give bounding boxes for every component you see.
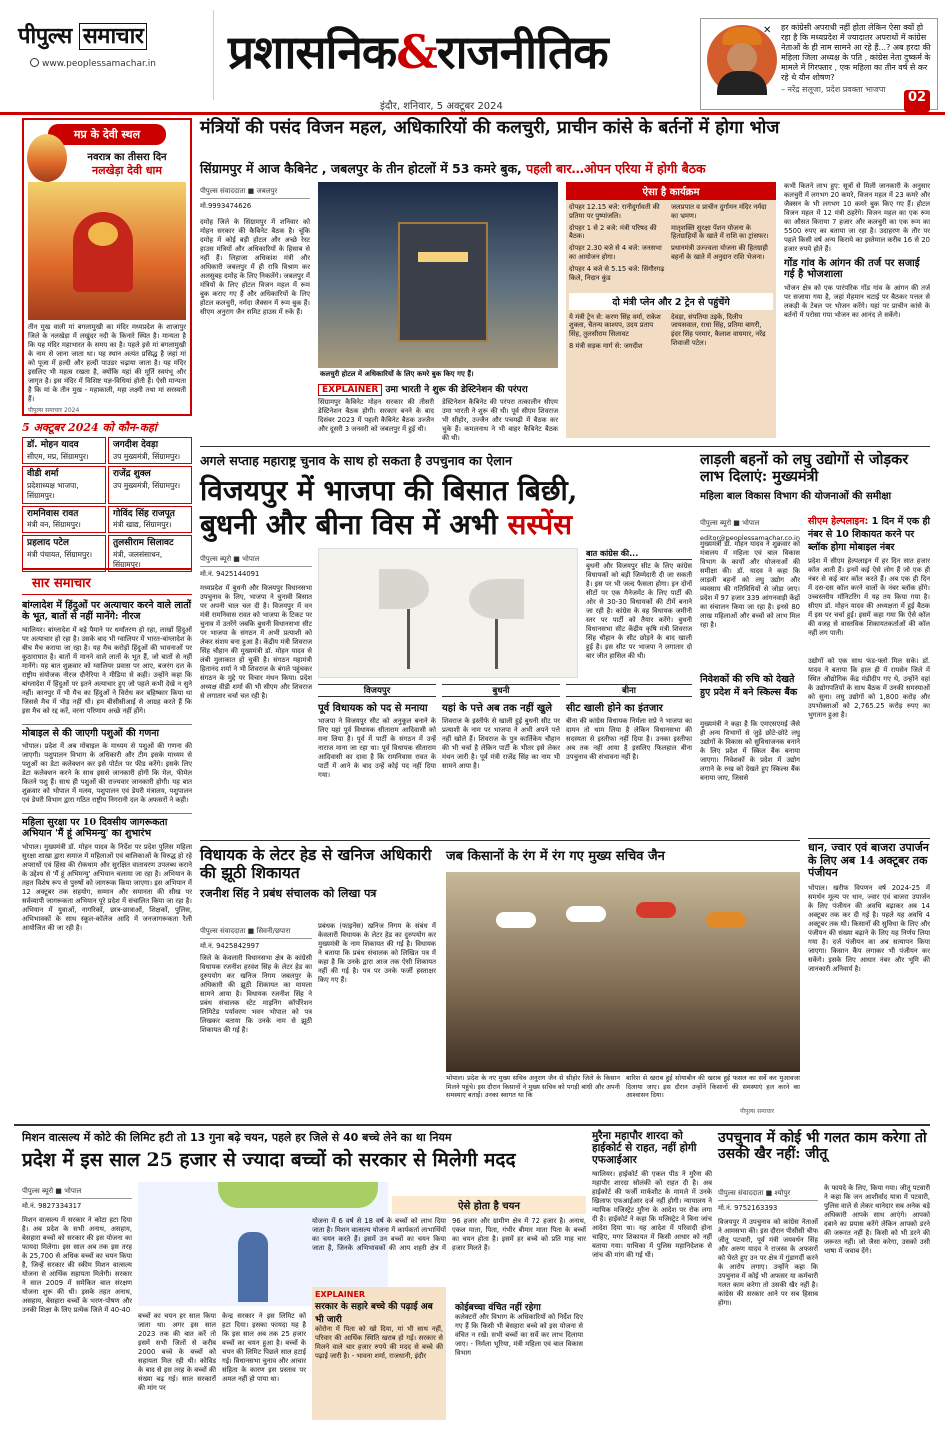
vatsalya-headline: प्रदेश में इस साल 25 हजार से ज्यादा बच्चों को सरकार से मिलेगी मदद [22,1149,516,1171]
sar-item-body: ग्वालियर। बांग्लादेश में बड़े पैमाने पर धर्मांतरण हो रहा, लाखों हिंदुओं पर अत्याचार हो रहा है। उसके बाद भी ग्वालियर में भारत-बांग्लादेश के बीच मैच कराया जा रहा है। यह मैच करोड़ों हिंदुओं की भावनाओं पर कुठाराघात है। बातों में मानने वाले लातों के भूत हैं, जो बातों से नहीं मानेंगे। यह बात शुक्रवार को ग्वालियर प्रवास पर आए, बजरंग दल के राष्ट्रीय संयोजक नीरज दौनेरिया ने मीडिया से कही। उन्होंने कहा कि बांग्लादेश में हिंदुओं पर इतने अत्याचार हुए जो पहले कभी देखे न सुने नहीं। कानपुर में भी मैच का हिंदुओं ने विरोध कर बहिष्कार किया था जिससे मैच में भीड़ नहीं थी। हम बीसीसीआई से आग्रह करते हैं कि इस मैच को रद्द करें, वरना परिणाम अच्छे नहीं होंगे। [22,625,192,715]
programme-box: ऐसा है कार्यक्रम दोपहर 12.15 बजे: रानीदुर्गावती की प्रतिमा पर पुष्पांजलि। दोपहर 1 से 2 बजे: मंत्री परिषद की बैठक। दोपहर 2.30 बजे से 4 बजे: जनसभा का आयोजन होगा। दोपहर 4 बजे से 5.15 बजे: सिंगौरगढ़ किले, निदान कुंड जलप्रपात व प्राचीन दुर्गामन मंदिर नर्मदा का भ्रमण। मातृशक्ति सुरक्षा पेंशन योजना के हितग्राहियों के खाते में राशि का ट्रांसफर। प्रधानमंत्री उज्ज्वला योजना की हितग्राही बहनों के खाते में अनुदान राशि भेजना। दो मंत्री प्लेन और 2 ट्रेन से पहुंचेंगे ये मंत्री ट्रेन से: करण सिंह वर्मा, राकेश शुक्ला, चैतन्य काश्यप, उदय प्रताप सिंह, तुलसीराम सिलावट 8 मंत्री सड़क मार्ग से: जगदीश देवड़ा, संपतिया उइके, दिलीप जायसवाल, राधा सिंह, प्रतिमा बागरी, इंदर सिंह परमार, कैलाश वाघमार, नरेंद्र शिवाजी पटेल। [566,182,776,438]
devi-text: तीन मुख वाली मां बगलामुखी का मंदिर मध्यप्रदेश के शाजापुर जिले के नलखेड़ा में लखुंदर नदी के किनारे स्थित है। मान्यता है कि यह मंदिर महाभारत के समय का है। पहले इसे मां बगलामुखी के नाम से जाना जाता था। यह स्थान अत्यंत प्रसिद्ध है जहां मां को पूजा में हल्दी और हल्दी पाउडर चढ़ाया जाता है। यह मंदिर इसलिए भी महत्व रखता है, क्योंकि यहां की मूर्ति स्वयंभू और जागृत है। इस मंदिर में विशिष्ट यज्ञ-विधियां होती हैं। ऐसी मान्यता है कि मां के तीन मुख - महाकाली, महा लक्ष्मी तथा मां सरस्वती हैं। [28,323,186,403]
khanij-body1: जिले के केवलारी विधानसभा क्षेत्र के कांग्रेसी विधायक रजनीश हरवंश सिंह के लेटर हेड का दुरुपयोग कर खनिज निगम जबलपुर के अधिकारी की झूठी शिकायत का मामला सामने आया है। विधायक रजनीश सिंह ने प्रबंध संचालक स्टेट माइनिंग कॉर्पोरेशन लिमिटेड पर्यावरण भवन भोपाल को पत्र लिखकर बताया कि उनके नाम से झूठी शिकायत की गई है। [200,954,312,1034]
sar-item-head: मोबाइल से की जाएगी पशुओं की गणना [22,724,192,740]
sar-item-body: भोपाल। मुख्यमंत्री डॉ. मोहन यादव के निर्देश पर प्रदेश पुलिस महिला सुरक्षा शाखा द्वारा समाज में महिलाओं एवं बालिकाओं के विरुद्ध हो रहे अपराधों एवं हिंसा की रोकथाम और सुरक्षित वातावरण उपलब्ध कराने के उद्देश्य से 'मैं हूं अभिमन्यु' अभियान चलाया जा रहा है। अभियान के तहत विशेष रूप से पुरुषों को जागरूक किया जाएगा। इस अभियान में 12 अक्टूबर तक सहयोग, सम्मान और समानता की सीख पर सर्वव्यापी जागरूकता अभियान पूरे प्रदेश में संचालित किया जा रहा है। अभियान में युवाओं, नागरिकों, छात्र-छात्राओं, शिक्षकों, पुलिस, अभिभावकों के साथ स्कूल-कॉलेज आदि में जनजागरूकता रैली आयोजित की जा रही है। [22,843,192,932]
sar-samachar [22,568,192,1118]
birthday-title: 5 अक्टूबर 2024 को कौन-कहां [22,421,157,434]
devi-caption: पीपुल्स समाचार 2024 [28,406,80,414]
hotel-photo [318,182,558,368]
top-body: दमोह जिले के सिंग्रामपुर में शनिवार को मोहन सरकार की कैबिनेट बैठक है। चूंकि दमोह में कोई बड़ी होटल और अच्छे रेस्ट हाउस मंत्रियों और अधिकारियों के हिसाब से नहीं हैं। लिहाजा अधिकांश मंत्री और अधिकारी जबलपुर में ही रात्रि विश्राम कर अलसुबह दमोह के लिए निकलेंगे। जबलपुर में मंत्रियों के लिए होटल विजन महल में रूम बुक कराए गए हैं और अधिकारियों के लिए होटल कलचुरी, नर्मदा जैक्सन में रूम बुक हैं। सीएम अनुराग जैन समिट हाउस में रुके हैं। [200,218,310,316]
vatsalya-kicker: मिशन वात्सल्य में कोटे की लिमिट हटी तो 13 गुना बढ़े चयन, पहले हर जिले से 40 बच्चे लेने का था नियम [22,1131,452,1144]
jain-headline: जब किसानों के रंग में रंग गए मुख्य सचिव जैन [446,849,665,864]
x-icon: ✕ [763,25,772,36]
vatsalya-side: ऐसे होता है चयन योजना में 6 वर्ष से 18 वर्ष के बच्चों को लाभ दिया जाता है। मिशन वात्सल्य योजना में कार्यकर्ता लाभार्थियों का चयन करते हैं। इसमें उन बच्चों का चयन किया जाता है, जिनके अभिभावकों की आय शहरी क्षेत्र में 96 हजार और ग्रामीण क्षेत्र में 72 हजार है। अनाथ, एकल माता, पिता, गंभीर बीमार माता पिता के बच्चों का चयन होता है। इसमें हर बच्चे को प्रति माह चार हजार मिलते हैं। EXPLAINER सरकार के सहारे बच्चे की पढ़ाई अब भी जारी कोरोना में पिता को खो दिया, मां भी साथ नहीं, परिवार की आर्थिक स्थिति खराब हो गई। सरकार से मिलने वाले चार हजार रुपये की मदद से बच्चे की पढ़ाई जारी है। - भावना शर्मा, राजधानी, इंदौर कोईबच्चा वंचित नहीं रहेगा कलेक्टरों और विभाग के अधिकारियों को निर्देश दिए गए हैं कि किसी भी बेसहारा बच्चे को इस योजना से वंचित न रखें। सभी बच्चों का सर्वे कर लाभ दिलाया जाए। - निर्मला भूरिया, मंत्री महिला एवं बाल विकास विभाग [312,1196,586,1440]
sar-item-head: महिला सुरक्षा पर 10 दिवसीय जागरूकता अभियान 'मैं हूं अभिमन्यु' का शुभारंभ [22,813,192,840]
divider [200,446,930,447]
devi-box [22,118,192,416]
jeetu-byline: पीपुल्स संवाददाता ■ श्योपुर मो.नं. 9752163393 [718,1184,818,1213]
devi-illustration [27,134,67,182]
vatsalya-body2: बच्चों का चयन हर साल किया जाता था। अगर इस साल 2023 तक की बात करें तो इसमें सभी जिलों से करीब 2000 बच्चे के बच्चों को सहायता मिल रही थी। कोविड के बाद से इस तरह के बच्चों की संख्या बढ़ गई। साल सरकारों की मांग पर [138,1312,216,1392]
sar-item-head: बांग्लादेश में हिंदुओं पर अत्याचार करने वाले लातों के भूत, बातों से नहीं मानेंगे: नीरज [22,600,192,622]
explainer-box: EXPLAINER उमा भारती ने शुरू की डेस्टिनेशन की परंपरा सिंग्रामपुर कैबिनेट मोहन सरकार की तीसरी डेस्टिनेशन बैठक होगी। सरकार बनने के बाद दिसंबर 2023 में पहली कैबिनेट बैठक उज्जैन और दूसरी 3 जनवरी को जबलपुर में हुई थी। डेस्टिनेशन कैबिनेट की परंपरा तत्कालीन सीएम उमा भारती ने शुरू की थी। पूर्व सीएम शिवराज भी सीहोर, उज्जैन और पचमढ़ी में बैठक कर चुके हैं। कमलनाथ ने भी बाहर कैबिनेट बैठक की थी। [318,385,558,442]
tweet-text: हर कांग्रेसी अपराधी नहीं होता लेकिन ऐसा क्यों हो रहा है कि मध्यप्रदेश में ज्यादातर अपराधों में कांग्रेस नेताओं के ही नाम सामने आ रहे हैं...? अब हरदा की महिला जिला अध्यक्ष के पति , कांग्रेस नेता दुष्कर्म के मामले में गिरफ्तार , एक महिला का तीन वर्ष से कर रहे थे यौन शोषण? [781,23,931,82]
dateline: इंदौर, शनिवार, 5 अक्टूबर 2024 [380,101,503,112]
mid-byline: पीपुल्स ब्यूरो ■ भोपाल मो.नं. 9425144091 [200,550,312,579]
dhan-story: धान, ज्वार एवं बाजरा उपार्जन के लिए अब 14 अक्टूबर तक पंजीयन भोपाल। खरीफ विपणन वर्ष 2024-25 में समर्थन मूल्य पर धान, ज्वार एवं बाजरा उपार्जन के लिए पंजीयन की अवधि बढ़ाकर अब 14 अक्टूबर तक कर दी गई है। पहले यह अवधि 4 अक्टूबर तक थी। किसानों की सुविधा के लिए और पंजीयन की संख्या बढ़ाने के लिए यह निर्णय लिया गया है। दर्ज पंजीयन का अब सत्यापन किया जाएगा। किसान कैंप लगाकर भी पंजीयन कर सकेंगे। इसके लिए आधार नंबर और भूमि की जानकारी अनिवार्य है। [808,838,930,1094]
section-title: प्रशासनिक&राजनीतिक [228,25,608,79]
mid-kicker: अगले सप्ताह महाराष्ट्र चुनाव के साथ हो सकता है उपचुनाव का ऐलान [200,453,512,468]
person-card: तुलसीराम सिलावट मंत्री, जलसंसाधन, सिंग्रामपुर। [108,535,192,572]
site-url[interactable]: www.peoplessamachar.in [30,58,156,71]
ladli-sub2: निवेशकों की रुचि को देखते हुए प्रदेश में बने स्किल्स बैंक [700,674,798,698]
tab-budhni[interactable]: बुधनी [442,684,560,697]
person-card: डॉ. मोहन यादव सीएम, मप्र, सिंग्रामपुर। [22,437,106,464]
sar-title: सार समाचार [22,568,192,595]
khanij-byline: पीपुल्स संवाददाता ■ सिवनी/छपारा मो.नं. 9425842997 [200,922,312,951]
khanij-body2: प्रबंधक (फाइनेंस) खनिज निगम के संबंध में केवलारी विधायक के लेटर हेड का दुरुपयोग कर मुख्यमंत्री के नाम शिकायत की गई है। विधायक ने बताया कि प्रबंध संचालक को लिखित पत्र में कहा है कि उनके द्वारा आज तक ऐसी शिकायत नहीं की गई है। पत्र पर उनके फर्जी हस्ताक्षर किए गए हैं। [318,922,436,984]
divider [200,840,800,841]
ladli-story: लाड़ली बहनों को लघु उद्योगों से जोड़कर लाभ दिलाएं: मुख्यमंत्री महिला बाल विकास विभाग की योजनाओं की समीक्षा [700,451,909,503]
tweet-author: – नरेंद्र सलूजा, प्रदेश प्रवक्ता भाजपा [781,85,886,94]
ladli-body: मुख्यमंत्री डॉ. मोहन यादव ने शुक्रवार को मंत्रालय में महिला एवं बाल विकास विभाग के कार्यों और योजनाओं की समीक्षा की। डॉ. यादव ने कहा कि लाड़ली बहनों को लघु उद्योग और व्यवसाय की गतिविधियों से जोड़ा जाए। प्रदेश में 97 हजार 339 आंगनवाड़ी केंद्रों का संचालन किया जा रहा है। इनसे 80 लाख महिलाओं और बच्चों को लाभ मिल रहा है। [700,540,800,629]
devi-badge: मप्र के देवी स्थल [48,124,166,145]
vatsalya-body1: मिशन वात्सल्य में सरकार ने कोटा हटा दिया है। अब प्रदेश के सभी अनाथ, असहाय, बेसहारा बच्चों को सरकार की इस योजना का फायदा मिलेगा। इस साल अब तक इस तरह के 25,700 से अधिक बच्चों का चयन किया है, जिन्हें सरकार की स्कीम मिशन वात्सल्य योजना से आर्थिक सहायता मिलेगी। सरकार ने साल 2009 में समेकित बाल संरक्षण योजना शुरू की थी। इसके तहत अनाथ, असहाय, बेसहारा बच्चों के भरण-पोषण और उनकी शिक्षा के लिए प्रत्येक जिले में 40-40 [22,1216,132,1314]
divider [14,1124,930,1126]
sar-item-body: भोपाल। प्रदेश में अब मोबाइल के माध्यम से पशुओं की गणना की जाएगी। पशुपालन विभाग के अधिकारी और टीम इसके माध्यम से पशुओं का डेटा कलेक्शन कर इसे पोर्टल पर फीड करेंगे। इसके लिए डेटा कलेक्शन करने के साथ इससे जानकारी होगी कि मेल, फीमेल कितने पशु हैं। साथ ही पशुओं की राज्यवार जानकारी होगी। यह बात शुक्रवार को भोपाल में मत्स्य, पशुपालन एवं डेयरी मंत्रालय, पशुपालन एवं डेयरी विभाग द्वारा गठित राष्ट्रीय निगरानी दल के अफसरों ने कही। [22,742,192,805]
hotel-caption: कलचुरी होटल में अधिकारियों के लिए कमरे बुक किए गए हैं। [320,370,474,378]
tab-vijaypur[interactable]: विजयपुर [318,684,436,697]
tweet-box [700,18,938,110]
jain-captions: भोपाल। प्रदेश के नए मुख्य सचिव अनुराग जैन से सीहोर जिले के किसान मिलने पहुंचे। इस दौरान किसानों ने मुख्य सचिव को पगड़ी बांधी और अपनी समस्याएं बताईं। उनका स्वागत था कि बारिश से खराब हुई सोयाबीन की खराब हुई फसल का सर्वे कर मुआवजा दिलाया जाए। इस दौरान उन्होंने किसानों की समस्याएं हल करने का आश्वासन दिया। [446,1074,800,1100]
jeetu-body2: के फायदे के लिए, किया गया। जीतू पटवारी ने कहा कि जन आशीर्वाद यात्रा में पटवारी, पुलिस वाले से लेकर थानेदार सब अनेक बड़े अधिकारी आपके साथ आएंगे। आपको दबाने का प्रयास करेंगे लेकिन आपको डरने की जरूरत नहीं है। किसी को भी डरने की जरूरत नहीं। जो जैसा करेगा, उसको उसी भाषा में जवाब देंगे। [824,1184,930,1255]
photo-credit: पीपुल्स समाचार [740,1108,775,1115]
tab-bina[interactable]: बीना [566,684,692,697]
megaphone-cartoon [318,548,578,678]
helpline-box: सीएम हेल्पलाइन: 1 दिन में एक ही नंबर से 10 शिकायत करने पर ब्लॉक होगा मोबाइल नंबर प्रदेश में सीएम हेल्पलाइन में हर दिन सात हजार कॉल आती हैं। इनमें कई ऐसे लोग हैं जो एक ही नंबर से कई बार कॉल करते हैं। अब एक ही दिन में दस-दस कॉल करने वालों के नंबर ब्लॉक होंगे। उच्चस्तरीय मॉनिटरिंग में यह तय किया गया है। सीएम डॉ. मोहन यादव की अध्यक्षता में हुई बैठक में इस पर चर्चा हुई। इसमें कहा गया कि ऐसे कॉल की वजह से वास्तविक शिकायतकर्ताओं की कॉल नहीं लग पाती। उद्योगों को एक साथ फंड-फ्लो मिल सके। डॉ. यादव ने बताया कि हाल ही में रायसेन जिले में स्थित औद्योगिक केंद्र मंडीदीप गए थे, उन्होंने वहां के उद्योगपतियों के साथ बैठक में उनकी समस्याओं को सुना। लघु उद्योगों को 1,800 करोड़ और उपभोक्ताओं को 2,765.25 करोड़ रुपए का भुगतान हुआ है। [808,516,930,719]
vatsalya-body3: केन्द्र सरकार ने इस लिमिट को हटा दिया। इसका फायदा यह है कि इस साल अब तक 25 हजार बच्चों का चयन हुआ है। बच्चों के चयन की लिमिट पिछले साल हटाई गई। विधानसभा चुनाव और आचार संहिता के कारण इस प्रस्ताव पर अमल नहीं हो पाया था। [222,1312,306,1383]
mid-tabs: विजयपुर पूर्व विधायक को पद से मनाया भाजपा ने विजयपुर सीट को अनुकूल बनाने के लिए यहां पूर्व विधायक सीताराम आदिवासी को मना लिया है। पूर्व में पार्टी के संगठन में उन्हें नाराज माना जा रहा था। पूर्व विधायक सीताराम आदिवासी का दावा है कि रामनिवास रावत के पार्टी में आने के बाद उन्हें कोई पद नहीं दिया गया। बुधनी यहां के पत्ते अब तक नहीं खुले शिवराज के इस्तीफे से खाली हुई बुधनी सीट पर प्रत्याशी के नाम पर भाजपा ने अभी अपने पत्ते नहीं खोले हैं। शिवराज के पुत्र कार्तिकेय चौहान की भी चर्चा है लेकिन पार्टी के भीतर इसे लेकर मंथन जारी है। पूर्व मंत्री राजेंद्र सिंह का नाम भी सामने आया है। बीना सीट खाली होने का इंतजार बीना की कांग्रेस विधायक निर्मला सप्रे ने भाजपा का दामन तो थाम लिया है लेकिन विधानसभा की सदस्यता से इस्तीफा नहीं दिया है। उनका इस्तीफा अब तक नहीं आया है इसलिए फिलहाल बीना उपचुनाव की संभावना नहीं है। [318,686,692,779]
globe-icon [30,58,39,67]
person-card: रामनिवास रावत मंत्री वन, सिंग्रामपुर। [22,506,106,533]
brand-logo[interactable]: पीपुल्स समाचार [18,20,147,50]
jeetu-story: उपचुनाव में कोई भी गलत काम करेगा तो उसकी खैर नहीं: जीतू [718,1130,927,1163]
top-byline: पीपुल्स संवाददाता ■ जबलपुर मो.9993474626 [200,182,310,211]
morena-story: मुरैना महापौर शारदा को हाईकोर्ट से राहत, नहीं होगी एफआईआर ग्वालियर। हाईकोर्ट की एकल पीठ ने मुरैना की महापौर शारदा सोलंकी को राहत दी है। अब हाईकोर्ट की फर्जी मार्कशीट के मामले में उनके खिलाफ एफआईआर दर्ज नहीं होगी। न्यायालय ने न्यायिक मजिस्ट्रेट मुरैना के आदेश पर रोक लगा दी है। हाईकोर्ट ने कहा कि मजिस्ट्रेट ने बिना जांच आदेश दिया था। यह आदेश में परिवादी होना चाहिए, मगर शिकायत में किसी आधार को नहीं बताया गया। याचिका में पुलिस महानिदेशक से जांच की मांग की गई थी। [592,1130,712,1259]
devi-name: नलखेड़ा देवी धाम [92,164,162,177]
mid-right: बात कांग्रेस की... बुधनी और विजयपुर सीट के लिए कांग्रेस विधायकों को बड़ी जिम्मेदारी दी जा सकती है। इस पर भी जल्द फैसला होगा। इन दोनों सीटों पर एक मैनेजमेंट के लिए पार्टी की ओर से 30-30 विधायकों की टीमें बनाने जा रही है। कांग्रेस के वह विधायक जमीनी स्तर पर पार्टी को तैयार करेंगे। बुधनी विधानसभा सीट केंद्रीय कृषि मंत्री शिवराज सिंह चौहान के सीट छोड़ने के बाद खाली हुई है। इस सीट पर भाजपा ने लगातार दो बार जीत हासिल की थी। [586,549,692,660]
jeetu-body: विजयपुर में उपचुनाव को कांग्रेस नेताओं ने आमसभा की। इस दौरान पीसीसी चीफ जीतू पटवारी, पूर्व मंत्री जयवर्धन सिंह और अरुण यादव ने राजस्व के अफसरों को घेरते हुए उन पर क्षेत्र में गुंडागर्दी करने के आरोप लगाए। उन्होंने कहा कि उपचुनाव में कोई भी अफसर या कर्मचारी गलत काम करेगा तो उसकी खैर नहीं है। कांग्रेस की सरकार आने पर सब हिसाब होगा। [718,1218,818,1307]
mid-body: मध्यप्रदेश में बुधनी और विजयपुर विधानसभा उपचुनाव के लिए, भाजपा ने चुनावी बिसात पर अपनी चाल चल दी है। विजयपुर में वन मंत्री रामनिवास रावत को भाजपा के टिकट पर चुनाव में उतरेंगे जबकि बुधनी विधानसभा सीट पर भाजपा के संगठन में अभी प्रत्याशी को लेकर संशय बना हुआ है। केंद्रीय मंत्री शिवराज सिंह चौहान की मुख्यमंत्री डॉ. मोहन यादव से लंबी मुलाकात हो चुकी है। संगठन महामंत्री हितानंद शर्मा ने भी शिवराज के बंगले पहुंचकर संगठन के मुद्दे पर विचार मंथन किया। प्रदेश अध्यक्ष वीडी शर्मा की भी सीएम और शिवराज से लगातार चर्चा चल रही है। [200,584,312,700]
person-card: गोविंद सिंह राजपूत मंत्री खाद्य, सिंग्रामपुर। [108,506,192,533]
top-headline: मंत्रियों की पसंद विजन महल, अधिकारियों की कलचुरी, प्राचीन कांसे के बर्तनों में होगा भोज [200,118,780,138]
top-rule [0,112,945,115]
birthday-box [22,418,192,572]
mid-headline: विजयपुर में भाजपा की बिसात बिछी, बुधनी और बीना विस में अभी सस्पेंस [200,474,578,541]
farmer-photo [446,872,800,1072]
devi-day: नवरात्र का तीसरा दिन [87,152,167,163]
top-sidebar: कभी कितने लाभ हुए: सूत्रों से मिली जानकारी के अनुसार कलचुरी में लगभग 20 कमरे, विजन महल में 23 कमरे और जैक्सन के भी लगभग 10 कमरे बुक किए गए हैं। होटल विजन महल में 12 मंत्री ठहरेंगे। विजन महल का एक रूम का औसत किराया 7 हजार और कलचुरी का एक रूम का 5500 रुपए का बताया जा रहा है। उदाहरण के तौर पर पहले किसी वर्ष अन्य किराये का इस्तेमाल करीब 16 से 20 हजार रुपये होते हैं। गोंड गांव के आंगन की तर्ज पर सजाई गई है भोजशाला भोजन क्षेत्र को एक पारंपरिक गोंड गांव के आंगन की तर्ज पर सजाया गया है, जहां मेहमान चटाई पर बैठकर पत्तल से लकड़ी के टेबल पर भोजन करेंगे। यहां पर प्राचीन कांसे के बर्तनों में परोसा गया भोजन का आनंद ले सकेंगे। [784,182,930,319]
page-number: 02 [904,90,930,112]
top-subhead: सिंग्रामपुर में आज कैबिनेट , जबलपुर के तीन होटलों में 53 कमरे बुक, पहली बार…ओपन एरिया में होगी बैठक [200,161,706,176]
person-card: जगदीश देवड़ा उप मुख्यमंत्री, सिंग्रामपुर। [108,437,192,464]
person-card: वीडी शर्मा प्रदेशाध्यक्ष भाजपा, सिंग्रामपुर। [22,466,106,503]
person-card: प्रहलाद पटेल मंत्री पंचायत, सिंग्रामपुर। [22,535,106,572]
vatsalya-byline: पीपुल्स ब्यूरो ■ भोपाल मो.नं. 9827334317 [22,1182,132,1211]
devi-photo [28,182,186,320]
person-card: राजेंद्र शुक्ल उप मुख्यमंत्री, सिंग्रामपुर। [108,466,192,503]
ladli-body2: मुख्यमंत्री ने कहा है कि एमएसएमई जैसे ही अन्य विभागों से जुड़े छोटे-छोटे लघु उद्योगों के विकास को सुविधाजनक बनाने के लिए प्रदेश में स्किल बैंक बनाया जाएगा। निवेशकों के प्रदेश में उद्योग लगाने के रुख को देखते हुए स्किल्स बैंक बनाया जाए, जिससे [700,720,800,782]
khanij-story: विधायक के लेटर हेड से खनिज अधिकारी की झूठी शिकायत रजनीश सिंह ने प्रबंध संचालक को लिखा पत्र [200,845,432,900]
ladli-byline: पीपुल्स ब्यूरो ■ भोपाल editor@peoplessamachar.co.in [700,519,800,543]
